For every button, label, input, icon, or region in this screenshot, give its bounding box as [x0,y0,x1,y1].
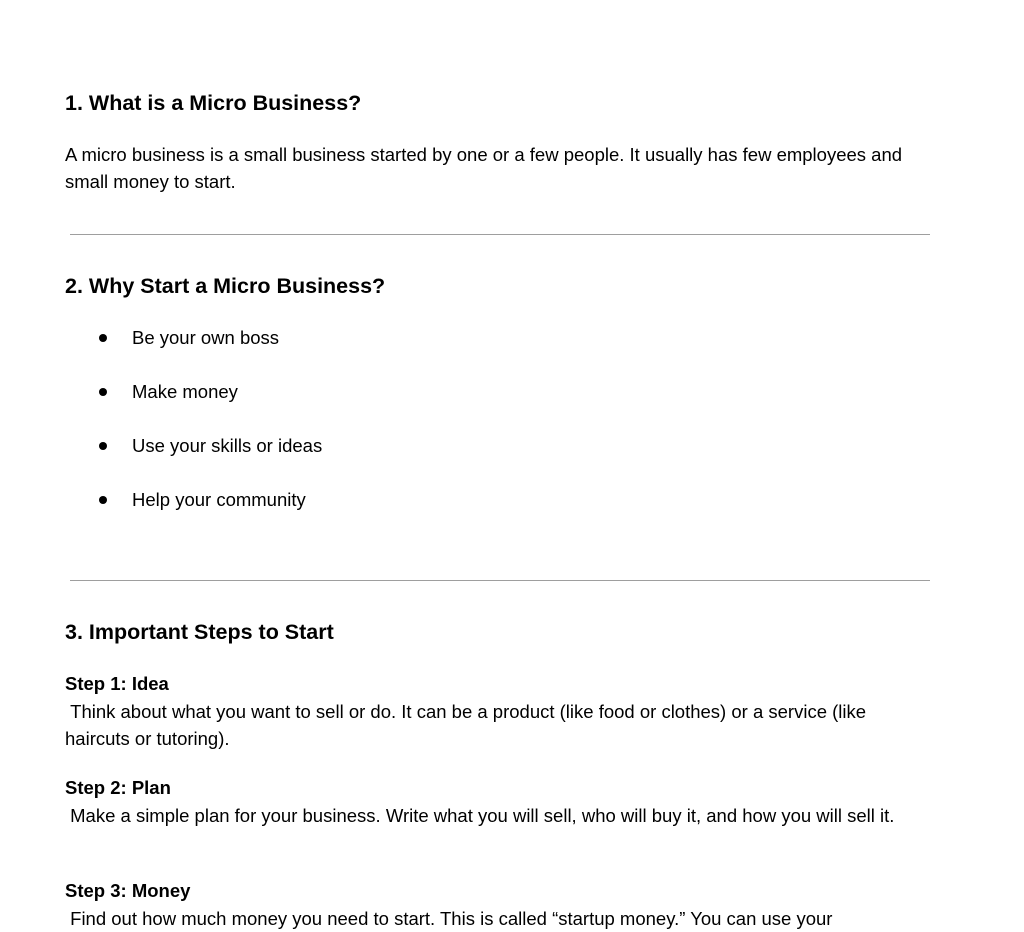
step-1-text: Think about what you want to sell or do. It can be a product (like food or clothes) or a service (like haircuts or tutoring). [65,701,872,749]
bullet-text: Help your community [132,489,306,510]
bullet-text: Be your own boss [132,327,280,348]
section-3-heading: 3. Important Steps to Start [65,620,334,644]
section-divider [70,234,930,235]
section-2-heading: 2. Why Start a Micro Business? [65,274,386,298]
step-3-title: Step 3: Money [65,880,191,901]
bullet-text: Make money [132,381,238,402]
step-1-title: Step 1: Idea [65,673,169,694]
bullet-icon [99,442,107,450]
bullet-icon [99,496,107,504]
bullet-icon [99,388,107,396]
step-2-title: Step 2: Plan [65,777,171,798]
section-divider [70,580,930,581]
bullet-icon [99,334,107,342]
step-2-text: Make a simple plan for your business. Write what you will sell, who will buy it, and how you will sell it. [65,805,895,826]
bullet-text: Use your skills or ideas [132,435,323,456]
section-1-paragraph: A micro business is a small business started by one or a few people. It usually has few employees and small money to start. [65,144,903,192]
section-1-heading: 1. What is a Micro Business? [65,91,362,115]
step-3-text: Find out how much money you need to start. This is called “startup money.” You can use your [65,908,833,929]
